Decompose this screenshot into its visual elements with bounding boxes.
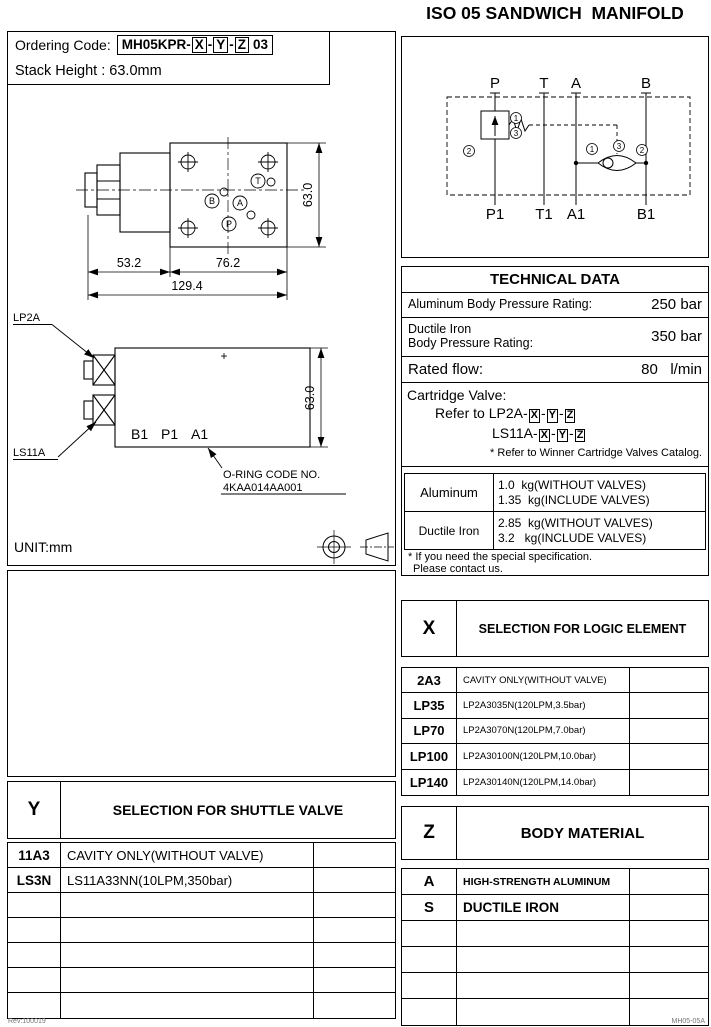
empty-row <box>402 947 708 973</box>
row-extra <box>630 744 708 768</box>
ref-x-box: X <box>540 428 549 441</box>
aluminum-pressure-label: Aluminum Body Pressure Rating: <box>408 297 593 312</box>
port-label-p: P <box>225 219 233 229</box>
rated-flow-label: Rated flow: <box>408 360 484 378</box>
row-desc <box>61 943 314 967</box>
x-table-header <box>401 600 709 657</box>
weight-values <box>494 474 705 511</box>
row-code: S <box>402 895 457 920</box>
cartridge-title: Cartridge Valve: <box>407 387 507 404</box>
row-extra <box>314 943 395 967</box>
ls11a-label: LS11A <box>13 447 46 459</box>
empty-row <box>402 999 708 1025</box>
unit-label: UNIT:mm <box>14 539 73 555</box>
row-code: A <box>402 869 457 894</box>
row-extra <box>314 868 395 892</box>
empty-row <box>8 918 395 943</box>
row-desc: LP2A30140N(120LPM,14.0bar) <box>457 770 630 795</box>
catalog-note: * Refer to Winner Cartridge Valves Catalog. <box>490 447 702 460</box>
row-desc <box>61 993 314 1018</box>
footer-right: MH05-05A <box>671 1018 705 1025</box>
weight-table-wrap <box>402 467 708 550</box>
port-b: B <box>640 75 652 92</box>
flow-number: 80 <box>641 360 658 378</box>
row-desc <box>61 918 314 942</box>
oring-code-title: O-RING CODE NO. <box>223 469 321 481</box>
note-line2: Please contact us. <box>413 562 503 575</box>
port-p1-label: P1 <box>161 426 179 442</box>
row-desc <box>457 947 630 972</box>
row-extra <box>630 973 708 998</box>
row-desc: CAVITY ONLY(WITHOUT VALVE) <box>457 668 630 692</box>
dimension-lines <box>88 143 326 300</box>
code-x-box: X <box>192 37 207 53</box>
iron-pressure-label-line2: Body Pressure Rating: <box>408 335 534 350</box>
port-p1: P1 <box>485 206 505 223</box>
weight-line: 2.85 kg(WITHOUT VALVES) <box>498 515 653 530</box>
row-code: 2A3 <box>402 668 457 692</box>
row-code: LP100 <box>402 744 457 768</box>
row-desc: DUCTILE IRON <box>457 895 630 920</box>
code-prefix: MH05KPR- <box>121 36 191 52</box>
row-code: LP35 <box>402 693 457 717</box>
iron-pressure-label <box>408 323 533 350</box>
table-row <box>402 668 708 693</box>
row-code <box>402 947 457 972</box>
port-b1: B1 <box>636 206 656 223</box>
row-code <box>402 921 457 946</box>
callout-1: 1 <box>513 114 519 123</box>
ref-z-box: Z <box>576 428 584 441</box>
z-table-title: BODY MATERIAL <box>520 824 645 842</box>
special-spec-note <box>402 550 708 575</box>
weight-row-ductile-iron <box>405 512 705 549</box>
weight-material: Aluminum <box>405 474 494 511</box>
row-code <box>402 999 457 1025</box>
port-labels <box>205 174 265 231</box>
hydraulic-schematic <box>402 37 708 257</box>
row-desc: CAVITY ONLY(WITHOUT VALVE) <box>61 843 314 867</box>
row-code <box>402 973 457 998</box>
row-extra <box>314 993 395 1018</box>
row-code <box>8 993 61 1018</box>
cartridge-ref2-text: LS11A- <box>492 424 538 441</box>
row-extra <box>314 968 395 992</box>
y-table-body <box>7 842 396 1019</box>
empty-row <box>8 968 395 993</box>
dim-53-2: 53.2 <box>116 256 142 270</box>
row-desc <box>457 999 630 1025</box>
row-extra <box>630 921 708 946</box>
port-p: P <box>489 75 501 92</box>
y-table-title: SELECTION FOR SHUTTLE VALVE <box>112 802 344 818</box>
z-table-header <box>401 806 709 860</box>
top-view-drawing <box>10 135 382 307</box>
schematic-panel <box>401 36 709 258</box>
empty-row <box>402 921 708 947</box>
callout-1: 1 <box>589 145 595 154</box>
iron-pressure-row <box>402 318 708 356</box>
weight-material: Ductile Iron <box>405 512 494 549</box>
third-angle-projection-icon <box>312 528 396 566</box>
table-row <box>402 869 708 895</box>
table-row <box>8 868 395 893</box>
port-a1: A1 <box>566 206 586 223</box>
row-desc <box>457 973 630 998</box>
footer-left: Rev:100019 <box>8 1018 46 1025</box>
rated-flow-row <box>402 357 708 384</box>
iron-pressure-value: 350 bar <box>651 328 702 346</box>
row-extra <box>630 947 708 972</box>
row-desc <box>61 893 314 917</box>
aluminum-pressure-row <box>402 293 708 319</box>
row-code <box>8 918 61 942</box>
table-row <box>8 843 395 868</box>
row-extra <box>630 770 708 795</box>
empty-row <box>8 993 395 1018</box>
row-desc: LP2A3035N(120LPM,3.5bar) <box>457 693 630 717</box>
row-code: 11A3 <box>8 843 61 867</box>
x-table-title: SELECTION FOR LOGIC ELEMENT <box>478 621 687 636</box>
row-extra <box>630 869 708 894</box>
cartridge-ref-lp2a: Refer to LP2A- X - Y - Z <box>435 405 574 422</box>
port-a1-label: A1 <box>191 426 209 442</box>
row-extra <box>630 668 708 692</box>
technical-data-section <box>401 266 709 576</box>
row-extra <box>314 918 395 942</box>
row-desc: LP2A30100N(120LPM,10.0bar) <box>457 744 630 768</box>
weight-line: 3.2 kg(INCLUDE VALVES) <box>498 530 647 545</box>
code-z-box: Z <box>235 37 249 53</box>
row-extra <box>314 893 395 917</box>
empty-row <box>8 943 395 968</box>
row-desc <box>61 968 314 992</box>
callout-2: 2 <box>639 146 645 155</box>
row-desc: LS11A33NN(10LPM,350bar) <box>61 868 314 892</box>
flow-unit: l/min <box>670 360 702 378</box>
dim-129-4: 129.4 <box>171 279 203 293</box>
weight-values <box>494 512 705 549</box>
table-row <box>402 895 708 921</box>
table-row <box>402 770 708 795</box>
row-code: LP70 <box>402 719 457 743</box>
oring-code-value: 4KAA014AA001 <box>223 482 303 494</box>
weight-table <box>404 473 706 550</box>
rated-flow-value <box>641 361 702 378</box>
empty-row <box>402 973 708 999</box>
plus-mark: + <box>220 349 228 363</box>
stack-height-box <box>7 58 330 85</box>
row-code: LP140 <box>402 770 457 795</box>
table-row <box>402 693 708 718</box>
ref-y-box: Y <box>548 409 556 422</box>
y-table-key: Y <box>8 782 61 838</box>
callout-3: 3 <box>513 129 519 138</box>
cartridge-ref1-text: Refer to LP2A- <box>435 405 528 422</box>
row-code <box>8 943 61 967</box>
ordering-code-label: Ordering Code: <box>15 37 111 53</box>
y-table-header <box>7 781 396 839</box>
weight-line: 1.35 kg(INCLUDE VALVES) <box>498 492 650 507</box>
port-label-t: T <box>255 176 261 186</box>
weight-line: 1.0 kg(WITHOUT VALVES) <box>498 477 647 492</box>
port-t1: T1 <box>535 206 553 223</box>
dim-63-top: 63.0 <box>301 182 315 208</box>
ordering-code-box <box>7 31 330 59</box>
row-desc: LP2A3070N(120LPM,7.0bar) <box>457 719 630 743</box>
code-dash: - <box>207 36 213 52</box>
row-desc: HIGH-STRENGTH ALUMINUM <box>457 869 630 894</box>
ref-x-box: X <box>530 409 538 422</box>
note-line1: * If you need the special specification. <box>408 551 593 564</box>
table-row <box>402 744 708 769</box>
dim-63-front: 63.0 <box>303 385 317 411</box>
row-extra <box>630 719 708 743</box>
empty-row <box>8 893 395 918</box>
code-y-box: Y <box>213 37 228 53</box>
cartridge-ref-ls11a: LS11A- X - Y - Z <box>492 424 584 441</box>
dim-76-2: 76.2 <box>215 256 241 270</box>
cartridge-valve-block <box>402 383 708 467</box>
callout-3: 3 <box>616 142 622 151</box>
port-label-a: A <box>236 198 244 208</box>
iron-pressure-label-line1: Ductile Iron <box>408 322 472 337</box>
row-code: LS3N <box>8 868 61 892</box>
row-extra <box>630 693 708 717</box>
row-extra <box>314 843 395 867</box>
port-b1-label: B1 <box>131 426 149 442</box>
code-dash: - <box>229 36 234 52</box>
lp2a-label: LP2A <box>13 312 40 324</box>
weight-row-aluminum <box>405 474 705 512</box>
aluminum-pressure-value: 250 bar <box>651 296 702 314</box>
row-code <box>8 893 61 917</box>
stack-height-label: Stack Height : 63.0mm <box>15 63 162 79</box>
page-title: ISO 05 SANDWICH MANIFOLD <box>426 3 684 23</box>
table-row <box>402 719 708 744</box>
row-code <box>8 968 61 992</box>
notes-empty-panel <box>7 570 396 777</box>
ordering-code-value <box>117 35 273 55</box>
code-suffix: 03 <box>253 36 269 52</box>
port-t: T <box>539 75 549 92</box>
technical-data-title: TECHNICAL DATA <box>402 267 708 293</box>
row-extra <box>630 895 708 920</box>
z-table-body <box>401 868 709 1026</box>
row-desc <box>457 921 630 946</box>
callout-2: 2 <box>466 147 472 156</box>
front-view-drawing <box>10 310 382 510</box>
ref-z-box: Z <box>566 409 574 422</box>
port-label-b: B <box>208 196 216 206</box>
port-a: A <box>570 75 582 92</box>
ref-y-box: Y <box>558 428 567 441</box>
z-table-key: Z <box>402 807 457 859</box>
x-table-key: X <box>402 601 457 656</box>
x-table-body <box>401 667 709 796</box>
